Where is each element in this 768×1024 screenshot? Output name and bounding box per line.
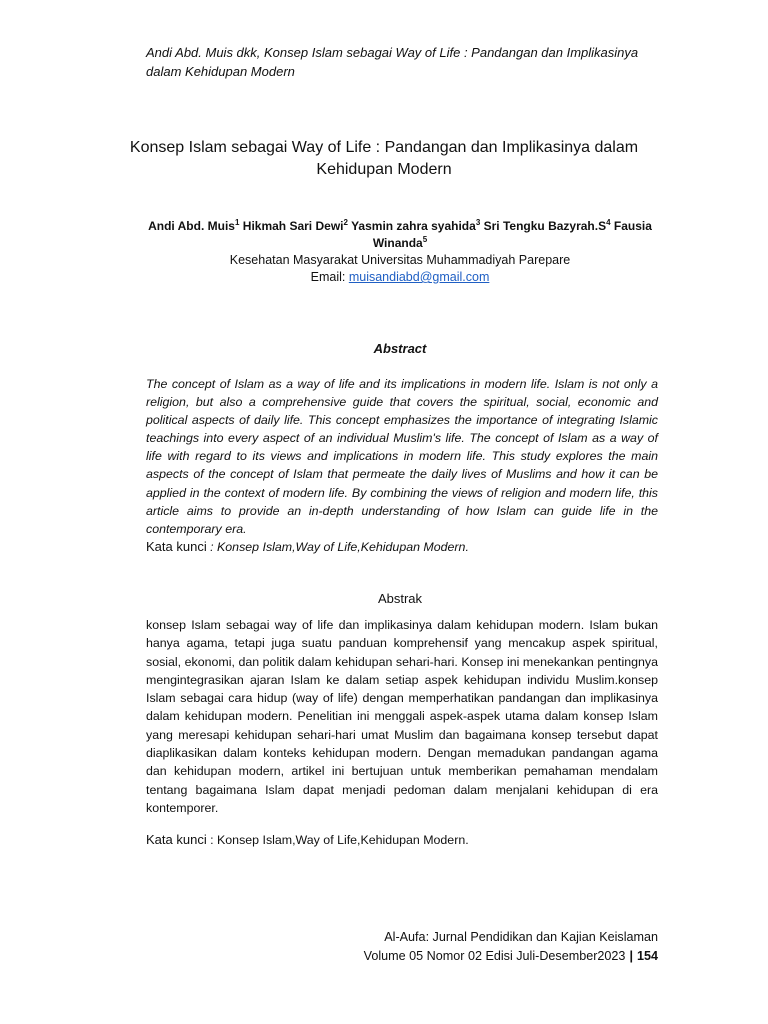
- affiliation: Kesehatan Masyarakat Universitas Muhammadiyah Parepare: [229, 253, 571, 267]
- author-2: Hikmah Sari Dewi$^2$: [242, 218, 348, 233]
- journal-name: Al-Aufa: Jurnal Pendidikan dan Kajian Keislaman: [384, 930, 658, 944]
- author-3: Yasmin zahra syahida$^3$: [351, 218, 481, 233]
- volume-line: [300, 947, 658, 966]
- keywords-label: Kata kunci: [146, 539, 207, 554]
- email-line: [140, 269, 660, 286]
- paper-title: [120, 137, 648, 181]
- email-label: Email:: [310, 270, 349, 284]
- abstract-heading: Abstract: [373, 341, 427, 356]
- abstract-english-text: The concept of Islam as a way of life and its implications in modern life. Islam is not only a religion, but also a comprehensive guide that covers the spiritual, social, economic and political aspects of daily life. This concept emphasizes the importance of integrating Islamic teachings into every aspect of an individual Muslim's life. The concept of Islam as a way of life with regard to its views and implications in modern life. This study explores the main aspects of the concept of Islam that permeate the daily lives of Muslims and how it can be applied in the context of modern life. By combining the views of religion and modern life, this article aims to provide an in-depth understanding of how Islam can guide life in the contemporary era.: [146, 377, 658, 536]
- keywords-indonesian: [146, 831, 658, 849]
- keywords-label: Kata kunci: [146, 832, 207, 847]
- author-1: Andi Abd. Muis$^1$: [148, 218, 240, 233]
- abstrak-indonesian-text: konsep Islam sebagai way of life dan implikasinya dalam kehidupan modern. Islam bukan hanya agama, tetapi juga suatu panduan komprehensif yang mencakup aspek spiritual, sosial, ekonomi, dan politik dalam kehidupan sehari-hari. Konsep ini menekankan pentingnya mengintegrasikan ajaran Islam ke dalam setiap aspek kehidupan individu Muslim.konsep Islam sebagai cara hidup (way of life) dengan memperhatikan pandangan dan implikasinya dalam kehidupan modern. Penelitian ini menggali aspek-aspek utama dalam konsep Islam yang meresapi kehidupan sehari-hari umat Muslim dan bagaimana konsep tersebut dapat diaplikasikan dalam konteks kehidupan modern. Dengan memadukan pandangan agama dan kehidupan modern, artikel ini bertujuan untuk memberikan pemahaman mendalam tentang bagaimana Islam dapat menjadi pedoman dalam menjalani kehidupan di era kontemporer.: [146, 618, 658, 815]
- email-link[interactable]: muisandiabd@gmail.com: [348, 270, 490, 284]
- author-list: [140, 218, 660, 252]
- page-number: 154: [636, 949, 658, 963]
- title-line-1: Konsep Islam sebagai Way of Life : Pandangan dan Implikasinya dalam: [129, 139, 639, 156]
- abstrak-heading: Abstrak: [377, 591, 423, 606]
- author-4: Sri Tengku $Bazyrah.S^4$: [483, 218, 611, 233]
- volume-info: Volume 05 Nomor 02 Edisi Juli-Desember2023: [363, 949, 626, 963]
- title-line-2: Kehidupan Modern: [316, 161, 452, 178]
- running-header: Andi Abd. Muis dkk, Konsep Islam sebagai Way of Life : Pandangan dan Implikasinya dalam Kehidupan Modern: [146, 45, 639, 79]
- keywords-english: [146, 538, 658, 556]
- footer-separator: |: [629, 949, 633, 963]
- author-5: Fausia Winanda$^5$: [372, 219, 652, 250]
- keywords-value: : Konsep Islam,Way of Life,Kehidupan Modern.: [206, 540, 469, 554]
- keywords-value: : Konsep Islam,Way of Life,Kehidupan Modern.: [206, 833, 469, 847]
- page-footer: [300, 928, 658, 966]
